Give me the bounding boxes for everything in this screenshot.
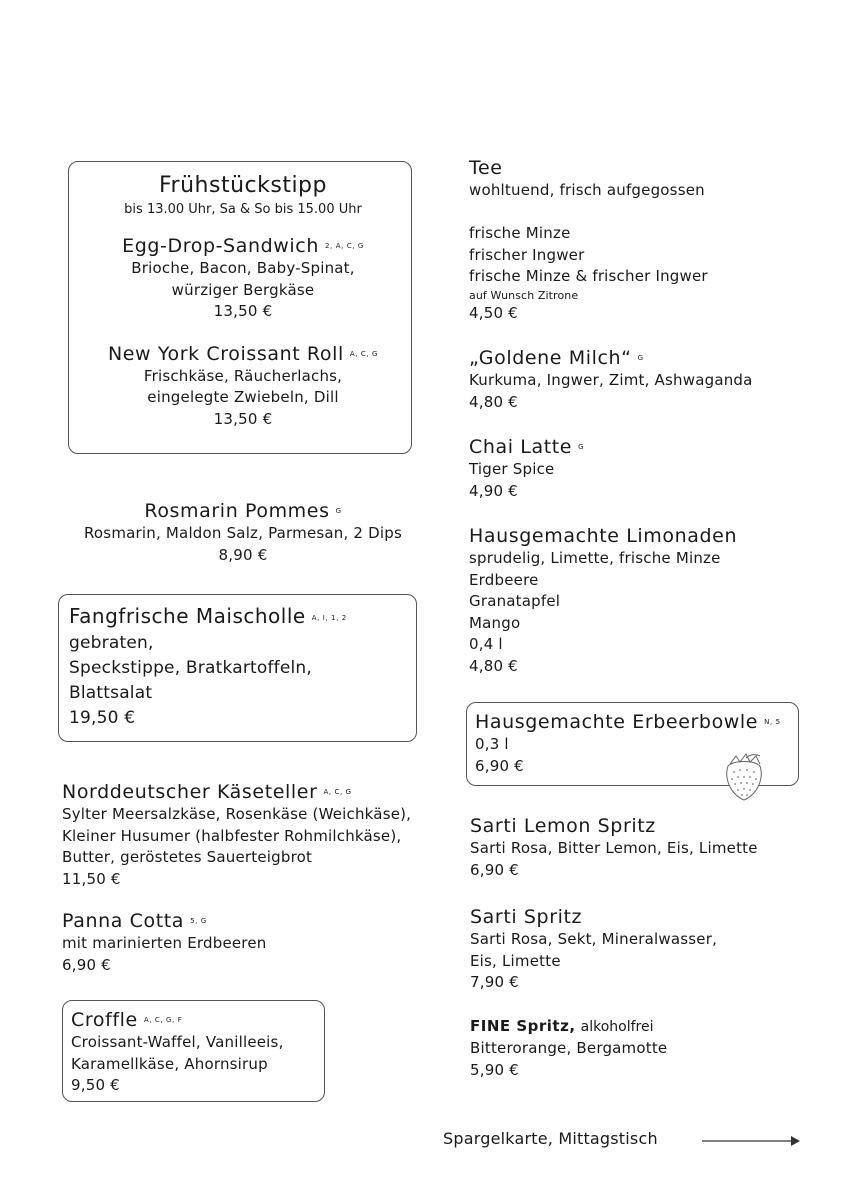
fine-spritz-note: alkoholfrei bbox=[580, 1019, 654, 1035]
croffle-section bbox=[71, 1009, 284, 1097]
lemonade-size: 0,4 l bbox=[469, 635, 503, 653]
tea-note: auf Wunsch Zitrone bbox=[469, 288, 579, 302]
chai-allergens: G bbox=[578, 443, 585, 451]
croissant-price: 13,50 € bbox=[213, 409, 273, 428]
fine-spritz-price: 5,90 € bbox=[470, 1060, 519, 1079]
sarti-spritz-section bbox=[470, 906, 717, 994]
panna-allergens: 5, G bbox=[190, 917, 207, 925]
lemonade-title: Hausgemachte Limonaden bbox=[469, 525, 738, 547]
croffle-price: 9,50 € bbox=[71, 1076, 120, 1094]
panna-desc: mit marinierten Erdbeeren bbox=[62, 934, 267, 952]
croissant-name: New York Croissant Roll bbox=[107, 342, 344, 365]
fries-price: 8,90 € bbox=[218, 545, 268, 564]
plaice-desc-1: gebraten, bbox=[69, 632, 154, 653]
cheese-allergens: A, C, G bbox=[323, 788, 352, 796]
plaice-name: Fangfrische Maischolle bbox=[69, 604, 306, 628]
breakfast-hours: bis 13.00 Uhr, Sa & So bis 15.00 Uhr bbox=[124, 202, 362, 217]
egg-drop-title bbox=[68, 235, 418, 258]
croffle-desc-1: Croissant-Waffel, Vanilleeis, bbox=[71, 1033, 284, 1051]
arrow-right-icon[interactable] bbox=[702, 1133, 802, 1152]
chai-desc: Tiger Spice bbox=[469, 460, 555, 478]
croissant-allergens: A, C, G bbox=[349, 349, 379, 358]
sarti-spritz-desc-2: Eis, Limette bbox=[470, 951, 561, 970]
cheese-price: 11,50 € bbox=[62, 869, 121, 888]
lemonade-desc-2: Erdbeere bbox=[469, 570, 539, 589]
cheese-desc-2: Kleiner Husumer (halbfester Rohmilchkäse), bbox=[62, 826, 402, 845]
egg-drop-desc-2: würziger Bergkäse bbox=[171, 280, 315, 299]
cheese-section bbox=[62, 781, 411, 890]
tea-price: 4,50 € bbox=[469, 303, 518, 322]
plaice-price: 19,50 € bbox=[69, 707, 136, 728]
golden-milk-price: 4,80 € bbox=[469, 392, 518, 411]
tea-subtitle: wohltuend, frisch aufgegossen bbox=[469, 181, 705, 199]
cheese-desc-3: Butter, geröstetes Sauerteigbrot bbox=[62, 848, 313, 866]
fine-spritz-title bbox=[470, 1015, 667, 1038]
lemonade-desc-1: sprudelig, Limette, frische Minze bbox=[469, 549, 721, 567]
plaice-desc-2: Speckstippe, Bratkartoffeln, bbox=[69, 657, 313, 678]
lemon-spritz-desc: Sarti Rosa, Bitter Lemon, Eis, Limette bbox=[470, 839, 758, 857]
croffle-allergens: A, C, G, F bbox=[143, 1016, 183, 1024]
fries-allergens: G bbox=[335, 507, 342, 515]
tea-section bbox=[469, 157, 708, 324]
plaice-allergens: A, I, 1, 2 bbox=[311, 613, 347, 622]
lemon-spritz-title: Sarti Lemon Spritz bbox=[470, 815, 656, 837]
lemonade-desc-3: Granatapfel bbox=[469, 592, 561, 610]
lemon-spritz-price: 6,90 € bbox=[470, 860, 519, 879]
fries-name: Rosmarin Pommes bbox=[144, 500, 330, 522]
breakfast-section bbox=[68, 172, 418, 430]
fries-title bbox=[68, 500, 418, 523]
egg-drop-desc-1: Brioche, Bacon, Baby-Spinat, bbox=[131, 259, 355, 277]
bowle-size: 0,3 l bbox=[475, 735, 509, 753]
golden-milk-desc: Kurkuma, Ingwer, Zimt, Ashwaganda bbox=[469, 371, 753, 389]
croffle-title bbox=[71, 1009, 284, 1032]
cheese-desc-1: Sylter Meersalzkäse, Rosenkäse (Weichkäse), bbox=[62, 805, 412, 823]
lemonade-desc-4: Mango bbox=[469, 613, 521, 632]
breakfast-title: Frühstückstipp bbox=[159, 173, 327, 198]
panna-section bbox=[62, 910, 266, 976]
croissant-desc-2: eingelegte Zwiebeln, Dill bbox=[147, 388, 339, 406]
bowle-price: 6,90 € bbox=[475, 756, 524, 775]
tea-option-2: frischer Ingwer bbox=[469, 245, 585, 264]
chai-section bbox=[469, 436, 584, 502]
croffle-desc-2: Karamellkäse, Ahornsirup bbox=[71, 1054, 268, 1073]
chai-title bbox=[469, 436, 584, 459]
egg-drop-name: Egg-Drop-Sandwich bbox=[122, 235, 319, 257]
golden-milk-title bbox=[469, 347, 753, 370]
lemonade-section bbox=[469, 525, 737, 677]
croffle-name: Croffle bbox=[71, 1009, 138, 1031]
plaice-title bbox=[69, 603, 347, 631]
fine-spritz-section bbox=[470, 1015, 667, 1081]
egg-drop-price: 13,50 € bbox=[213, 302, 273, 320]
panna-name: Panna Cotta bbox=[62, 910, 185, 932]
golden-milk-allergens: G bbox=[637, 354, 644, 362]
golden-milk-section bbox=[469, 347, 753, 413]
fine-spritz-desc: Bitterorange, Bergamotte bbox=[470, 1039, 668, 1057]
bowle-name: Hausgemachte Erbeerbowle bbox=[475, 711, 759, 733]
fine-spritz-name: FINE Spritz, bbox=[470, 1017, 576, 1035]
cheese-name: Norddeutscher Käseteller bbox=[62, 781, 318, 803]
lemonade-price: 4,80 € bbox=[469, 656, 518, 675]
fries-section bbox=[68, 500, 418, 566]
plaice-desc-3: Blattsalat bbox=[69, 682, 153, 703]
croissant-desc-1: Frischkäse, Räucherlachs, bbox=[143, 366, 343, 385]
panna-title bbox=[62, 910, 266, 933]
tea-option-1: frische Minze bbox=[469, 224, 571, 242]
chai-name: Chai Latte bbox=[469, 436, 573, 458]
lemon-spritz-section bbox=[470, 815, 758, 881]
tea-title: Tee bbox=[469, 157, 503, 179]
panna-price: 6,90 € bbox=[62, 955, 111, 974]
bowle-allergens: N, 5 bbox=[764, 718, 781, 726]
chai-price: 4,90 € bbox=[469, 481, 518, 500]
sarti-spritz-title: Sarti Spritz bbox=[470, 906, 583, 928]
strawberry-icon bbox=[720, 752, 772, 806]
golden-milk-name: „Goldene Milch“ bbox=[469, 347, 632, 369]
sarti-spritz-desc-1: Sarti Rosa, Sekt, Mineralwasser, bbox=[470, 930, 718, 948]
sarti-spritz-price: 7,90 € bbox=[470, 973, 519, 991]
egg-drop-allergens: 2, A, C, G bbox=[324, 242, 364, 250]
tea-option-3: frische Minze & frischer Ingwer bbox=[469, 267, 708, 285]
plaice-section bbox=[69, 603, 347, 731]
cheese-title bbox=[62, 781, 411, 804]
fries-desc: Rosmarin, Maldon Salz, Parmesan, 2 Dips bbox=[83, 524, 402, 542]
croissant-title bbox=[68, 343, 418, 366]
footer-link[interactable]: Spargelkarte, Mittagstisch bbox=[443, 1129, 658, 1148]
bowle-title bbox=[475, 711, 781, 734]
